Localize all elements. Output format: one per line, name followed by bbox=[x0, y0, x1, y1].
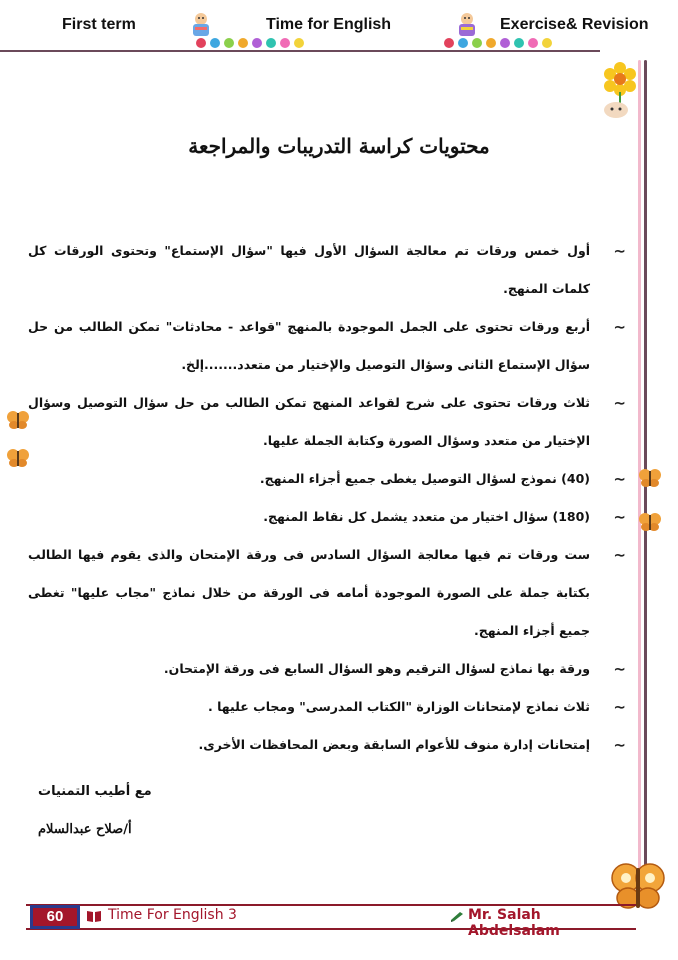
kid-clipart-icon bbox=[186, 10, 216, 40]
list-item: ∽ ست ورقات تم فيها معالجة السؤال السادس فى ورقة الإمتحان والذى يقوم فيها الطالب بكتابة جملة على الصورة الموجودة أمامه فى الورقة من خلال نماذج "مجاب عليها" تغطى جميع أجزاء المنهج. bbox=[28, 536, 628, 650]
contents-list bbox=[28, 232, 628, 764]
butterfly-icon bbox=[638, 512, 662, 532]
bullet-icon: ∽ bbox=[613, 470, 626, 488]
bullet-icon: ∽ bbox=[613, 546, 626, 564]
book-icon bbox=[86, 909, 102, 923]
gem-border-decoration bbox=[444, 38, 552, 50]
bullet-icon: ∽ bbox=[613, 698, 626, 716]
page-header bbox=[0, 0, 678, 46]
gem-decoration bbox=[252, 38, 262, 48]
gem-decoration bbox=[500, 38, 510, 48]
list-item: ∽ ثلاث نماذج لإمتحانات الوزارة "الكتاب المدرسى" ومجاب عليها . bbox=[28, 688, 628, 726]
gem-decoration bbox=[458, 38, 468, 48]
butterfly-icon bbox=[6, 448, 30, 468]
header-title: Time for English bbox=[266, 16, 392, 33]
gem-decoration bbox=[266, 38, 276, 48]
gem-decoration bbox=[444, 38, 454, 48]
list-item: ∽ (40) نموذج لسؤال التوصيل يغطى جميع أجزاء المنهج. bbox=[28, 460, 628, 498]
gem-decoration bbox=[294, 38, 304, 48]
list-item: ∽ أول خمس ورقات تم معالجة السؤال الأول فيها "سؤال الإستماع" وتحتوى الورقات كل كلمات المنهج. bbox=[28, 232, 628, 308]
gem-border-decoration bbox=[196, 38, 304, 50]
header-divider bbox=[0, 50, 600, 52]
list-item: ∽ (180) سؤال اختيار من متعدد يشمل كل نقاط المنهج. bbox=[28, 498, 628, 536]
gem-decoration bbox=[542, 38, 552, 48]
bullet-icon: ∽ bbox=[613, 318, 626, 336]
bullet-icon: ∽ bbox=[613, 394, 626, 412]
bullet-icon: ∽ bbox=[613, 660, 626, 678]
list-item: ∽ ورقة بها نماذج لسؤال الترقيم وهو السؤال السابع فى ورقة الإمتحان. bbox=[28, 650, 628, 688]
list-item: ∽ ثلاث ورقات تحتوى على شرح لقواعد المنهج تمكن الطالب من حل سؤال التوصيل وسؤال الإختيار من متعدد وسؤال الصورة وكتابة الجملة عليها. bbox=[28, 384, 628, 460]
footer-author: Mr. Salah Abdelsalam bbox=[468, 907, 560, 939]
pen-icon bbox=[450, 910, 464, 922]
gem-decoration bbox=[528, 38, 538, 48]
gem-decoration bbox=[280, 38, 290, 48]
page-footer bbox=[26, 904, 636, 939]
footer-book-title: Time For English 3 bbox=[108, 907, 237, 923]
gem-decoration bbox=[224, 38, 234, 48]
list-item: ∽ أربع ورقات تحتوى على الجمل الموجودة بالمنهج "قواعد - محادثات" تمكن الطالب من حل سؤال الإستماع الثانى وسؤال التوصيل والإختيار من متعدد.......إلخ. bbox=[28, 308, 628, 384]
gem-decoration bbox=[196, 38, 206, 48]
closing-wishes: مع أطيب التمنيات bbox=[38, 784, 152, 799]
gem-decoration bbox=[486, 38, 496, 48]
butterfly-icon bbox=[638, 468, 662, 488]
bullet-icon: ∽ bbox=[613, 508, 626, 526]
list-item: ∽ إمتحانات إدارة منوف للأعوام السابقة وبعض المحافظات الأخرى. bbox=[28, 726, 628, 764]
page-number: 60 bbox=[30, 905, 80, 929]
page-title: محتويات كراسة التدريبات والمراجعة bbox=[188, 134, 490, 158]
gem-decoration bbox=[514, 38, 524, 48]
bullet-icon: ∽ bbox=[613, 736, 626, 754]
gem-decoration bbox=[238, 38, 248, 48]
kid-clipart-icon bbox=[452, 10, 482, 40]
gem-decoration bbox=[210, 38, 220, 48]
butterfly-icon bbox=[6, 410, 30, 430]
header-section: Exercise& Revision bbox=[500, 16, 649, 33]
flower-clipart-icon bbox=[598, 60, 642, 120]
gem-decoration bbox=[472, 38, 482, 48]
author-signature: أ/صلاح عبدالسلام bbox=[38, 822, 132, 837]
bullet-icon: ∽ bbox=[613, 242, 626, 260]
header-term: First term bbox=[62, 16, 136, 33]
